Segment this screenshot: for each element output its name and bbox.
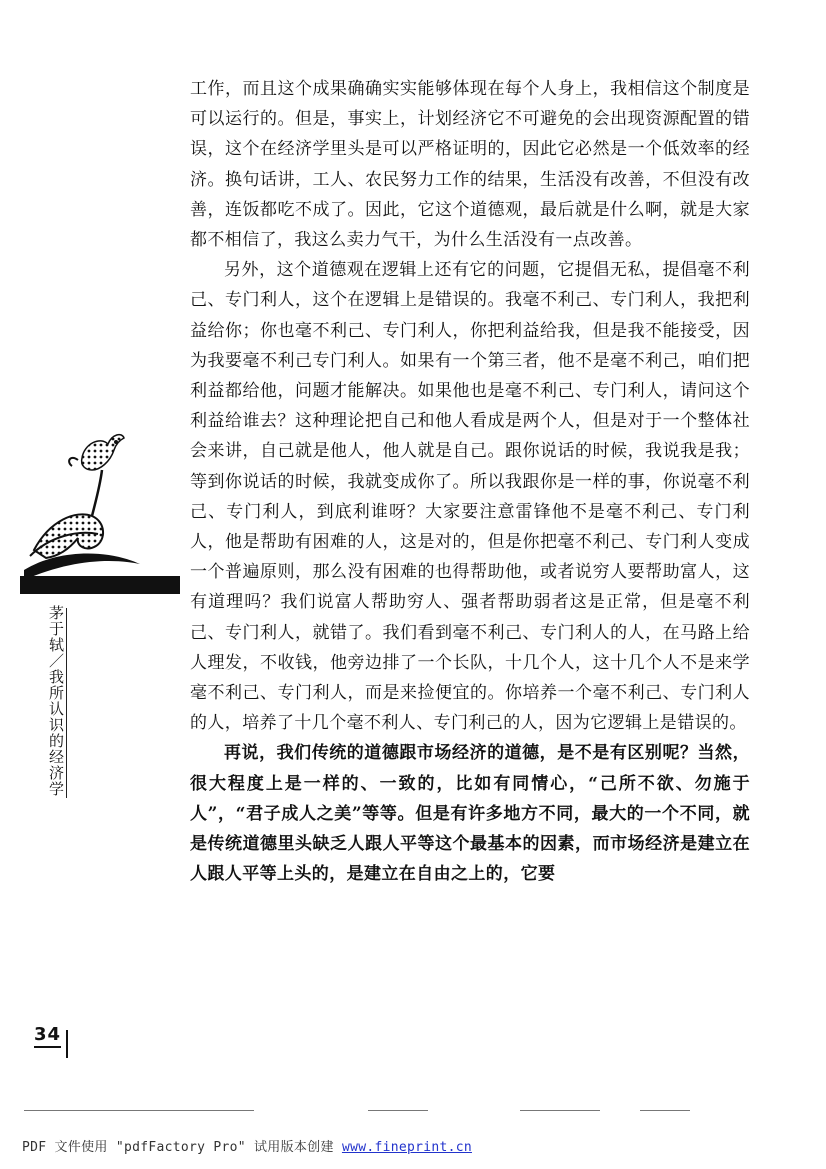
scan-artifact-line xyxy=(640,1110,690,1111)
footer-link[interactable]: www.fineprint.cn xyxy=(341,1140,472,1155)
bird-on-wave-icon xyxy=(20,430,180,600)
paragraph-2: 另外，这个道德观在逻辑上还有它的问题，它提倡无私，提倡毫不利己、专门利人，这个在逻辑上是错误的。我毫不利己、专门利人，我把利益给你；你也毫不利己、专门利人，你把利益给我，但是我不能接受，因为我要毫不利己专门利人。如果有一个第三者，他不是毫不利己，咱们把利益都给他，问题才能解决。如果他也是毫不利己、专门利人，请问这个利益给谁去？这种理论把自己和他人看成是两个人，但是对于一个整体社会来讲，自己就是他人，他人就是自己。跟你说话的时候，我说我是我；等到你说话的时候，我就变成你了。所以我跟你是一样的事，你说毫不利己、专门利人，到底利谁呀？大家要注意雷锋他不是毫不利己、专门利人，他是帮助有困难的人，这是对的，但是你把毫不利己、专门利人变成一个普遍原则，那么没有困难的也得帮助他，或者说穷人要帮助富人，这有道理吗？我们说富人帮助穷人、强者帮助弱者这是正常，但是毫不利己、专门利人，就错了。我们看到毫不利己、专门利人的人，在马路上给人理发，不收钱，他旁边排了一个长队，十几个人，这十几个人不是来学毫不利己、专门利人，而是来捡便宜的。你培养一个毫不利己、专门利人的人，培养了十几个毫不利人、专门利己的人，因为它逻辑上是错误的。 xyxy=(190,260,750,734)
page-body xyxy=(190,74,750,889)
side-divider xyxy=(66,608,67,798)
scan-artifact-line xyxy=(368,1110,428,1111)
running-book-title: 茅于轼／我所认识的经济学 xyxy=(47,605,65,797)
footer-text: PDF 文件使用 "pdfFactory Pro" 试用版本创建 xyxy=(22,1140,334,1155)
page-number-divider xyxy=(66,1030,68,1058)
page-number: 34 xyxy=(34,1024,61,1048)
paragraph-3: 再说，我们传统的道德跟市场经济的道德，是不是有区别呢？当然，很大程度上是一样的、一致的，比如有同情心，“己所不欲、勿施于人”，“君子成人之美”等等。但是有许多地方不同，最大的一个不同，就是传统道德里头缺乏人跟人平等这个最基本的因素，而市场经济是建立在人跟人平等上头的，是建立在自由之上的，它要 xyxy=(190,743,750,885)
pdf-footer xyxy=(22,1136,472,1155)
paragraph-1: 工作，而且这个成果确确实实能够体现在每个人身上，我相信这个制度是可以运行的。但是，事实上，计划经济它不可避免的会出现资源配置的错误，这个在经济学里头是可以严格证明的，因此它必然是一个低效率的经济。换句话讲，工人、农民努力工作的结果，生活没有改善，不但没有改善，连饭都吃不成了。因此，它这个道德观，最后就是什么啊，就是大家都不相信了，我这么卖力气干，为什么生活没有一点改善。 xyxy=(190,79,750,251)
scan-artifact-line xyxy=(520,1110,600,1111)
scan-artifact-line xyxy=(24,1110,254,1111)
